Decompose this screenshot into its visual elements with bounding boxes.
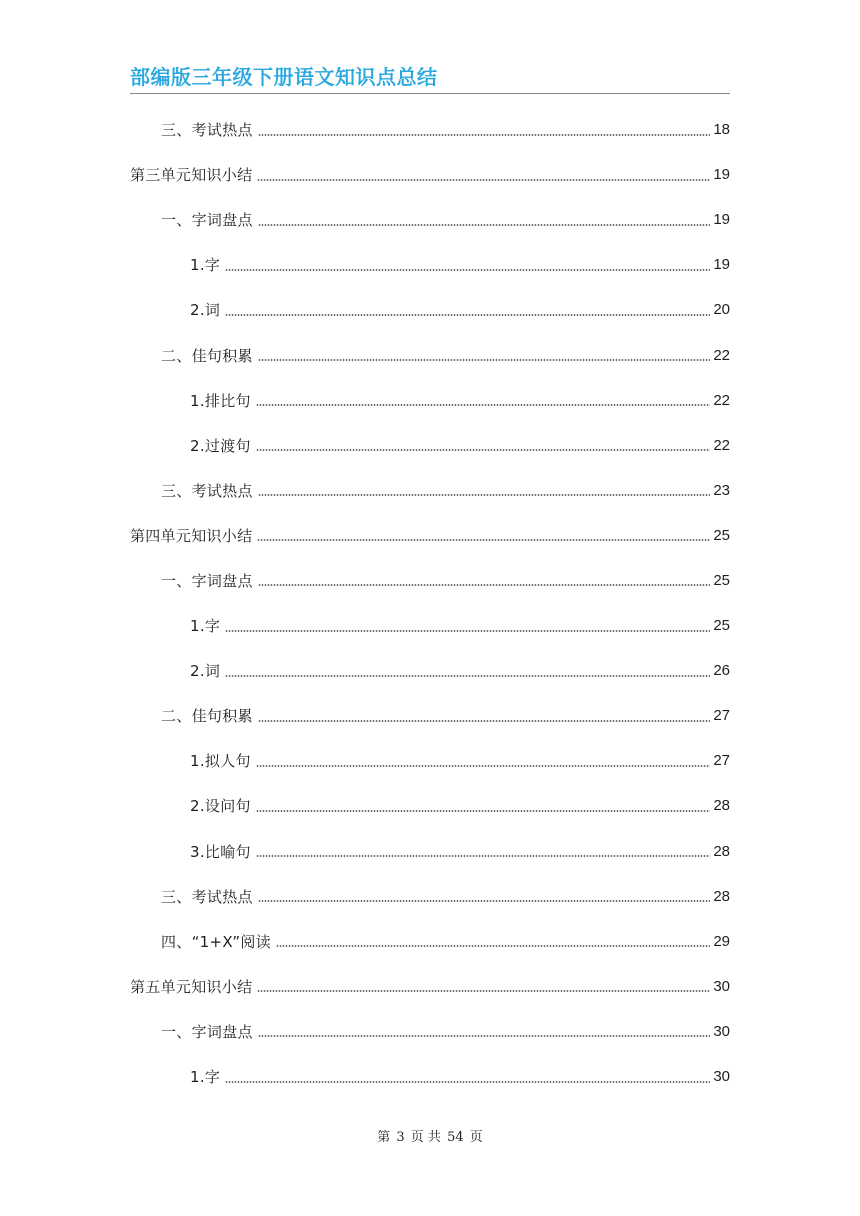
toc-entry[interactable]: [130, 603, 730, 648]
toc-entry-label: 三、考试热点: [161, 887, 253, 906]
toc-entry[interactable]: [130, 919, 730, 964]
footer-middle: 页 共: [410, 1130, 441, 1145]
toc-entry[interactable]: [130, 287, 730, 332]
toc-entry-label: 一、字词盘点: [161, 571, 253, 590]
toc-entry-page-number: 25: [713, 526, 730, 544]
toc-entry[interactable]: [130, 738, 730, 783]
toc-entry-page-number: 30: [713, 977, 730, 995]
toc-entry-label: 第五单元知识小结: [130, 977, 253, 996]
toc-entry-label: 2.词: [190, 301, 221, 320]
toc-entry[interactable]: [130, 964, 730, 1009]
toc-dot-leader: [258, 584, 711, 586]
toc-entry-page-number: 23: [713, 481, 730, 499]
toc-entry-page-number: 19: [713, 166, 730, 184]
toc-entry-label: 第三单元知识小结: [130, 166, 253, 185]
toc-dot-leader: [225, 269, 710, 271]
toc-entry[interactable]: [130, 1054, 730, 1099]
document-title: 部编版三年级下册语文知识点总结: [130, 65, 438, 89]
toc-entry-label: 3.比喻句: [190, 842, 251, 861]
footer-prefix: 第: [377, 1130, 391, 1145]
toc-dot-leader: [225, 314, 710, 316]
toc-dot-leader: [258, 494, 711, 496]
toc-entry-label: 2.词: [190, 662, 221, 681]
toc-dot-leader: [257, 179, 710, 181]
toc-entry[interactable]: [130, 874, 730, 919]
toc-dot-leader: [276, 945, 710, 947]
toc-entry-page-number: 25: [713, 617, 730, 635]
toc-dot-leader: [256, 449, 711, 451]
toc-entry-page-number: 27: [713, 707, 730, 725]
toc-entry-page-number: 28: [713, 797, 730, 815]
toc-dot-leader: [225, 630, 710, 632]
toc-dot-leader: [225, 675, 710, 677]
toc-entry-page-number: 22: [713, 346, 730, 364]
toc-entry[interactable]: [130, 783, 730, 828]
toc-dot-leader: [225, 1081, 710, 1083]
footer-current-page: 3: [396, 1130, 405, 1145]
toc-dot-leader: [256, 404, 711, 406]
toc-entry-label: 1.字: [190, 1068, 221, 1087]
toc-entry-page-number: 30: [713, 1068, 730, 1086]
toc-dot-leader: [258, 359, 711, 361]
toc-dot-leader: [258, 1035, 711, 1037]
toc-dot-leader: [256, 855, 711, 857]
toc-entry[interactable]: [130, 197, 730, 242]
footer-total-pages: 54: [447, 1130, 464, 1145]
toc-entry-label: 二、佳句积累: [161, 707, 253, 726]
toc-entry[interactable]: [130, 152, 730, 197]
toc-dot-leader: [256, 810, 711, 812]
footer-suffix: 页: [469, 1130, 483, 1145]
toc-entry-label: 一、字词盘点: [161, 211, 253, 230]
toc-entry-label: 1.字: [190, 256, 221, 275]
toc-entry-page-number: 19: [713, 256, 730, 274]
toc-dot-leader: [258, 900, 711, 902]
toc-entry[interactable]: [130, 829, 730, 874]
toc-entry[interactable]: [130, 332, 730, 377]
toc-entry-page-number: 25: [713, 571, 730, 589]
toc-entry-page-number: 20: [713, 301, 730, 319]
toc-entry-label: 1.拟人句: [190, 752, 251, 771]
toc-entry-page-number: 28: [713, 887, 730, 905]
toc-entry-page-number: 22: [713, 436, 730, 454]
toc-dot-leader: [258, 134, 711, 136]
toc-dot-leader: [258, 720, 711, 722]
toc-entry-page-number: 28: [713, 842, 730, 860]
toc-dot-leader: [258, 224, 711, 226]
table-of-contents: [130, 107, 730, 1099]
toc-entry-label: 一、字词盘点: [161, 1022, 253, 1041]
toc-entry[interactable]: [130, 423, 730, 468]
toc-entry[interactable]: [130, 648, 730, 693]
toc-dot-leader: [256, 765, 711, 767]
page-footer: [0, 1126, 860, 1145]
toc-entry-label: 1.字: [190, 617, 221, 636]
toc-entry-label: 四、“1+X”阅读: [161, 932, 272, 951]
page-header: [130, 62, 730, 94]
toc-dot-leader: [257, 539, 710, 541]
toc-entry[interactable]: [130, 1009, 730, 1054]
toc-entry-label: 1.排比句: [190, 391, 251, 410]
toc-entry[interactable]: [130, 558, 730, 603]
toc-entry[interactable]: [130, 513, 730, 558]
toc-entry-label: 三、考试热点: [161, 481, 253, 500]
toc-entry[interactable]: [130, 693, 730, 738]
toc-entry[interactable]: [130, 378, 730, 423]
toc-entry[interactable]: [130, 468, 730, 513]
toc-entry-page-number: 29: [713, 932, 730, 950]
toc-entry[interactable]: [130, 107, 730, 152]
toc-entry-label: 2.过渡句: [190, 436, 251, 455]
toc-entry-label: 2.设问句: [190, 797, 251, 816]
toc-entry-label: 三、考试热点: [161, 121, 253, 140]
toc-entry-page-number: 30: [713, 1022, 730, 1040]
toc-entry-page-number: 27: [713, 752, 730, 770]
toc-entry-page-number: 26: [713, 662, 730, 680]
toc-entry-label: 二、佳句积累: [161, 346, 253, 365]
toc-entry-page-number: 22: [713, 391, 730, 409]
toc-entry-page-number: 19: [713, 211, 730, 229]
toc-entry-page-number: 18: [713, 121, 730, 139]
toc-dot-leader: [257, 990, 710, 992]
toc-entry[interactable]: [130, 242, 730, 287]
toc-entry-label: 第四单元知识小结: [130, 526, 253, 545]
